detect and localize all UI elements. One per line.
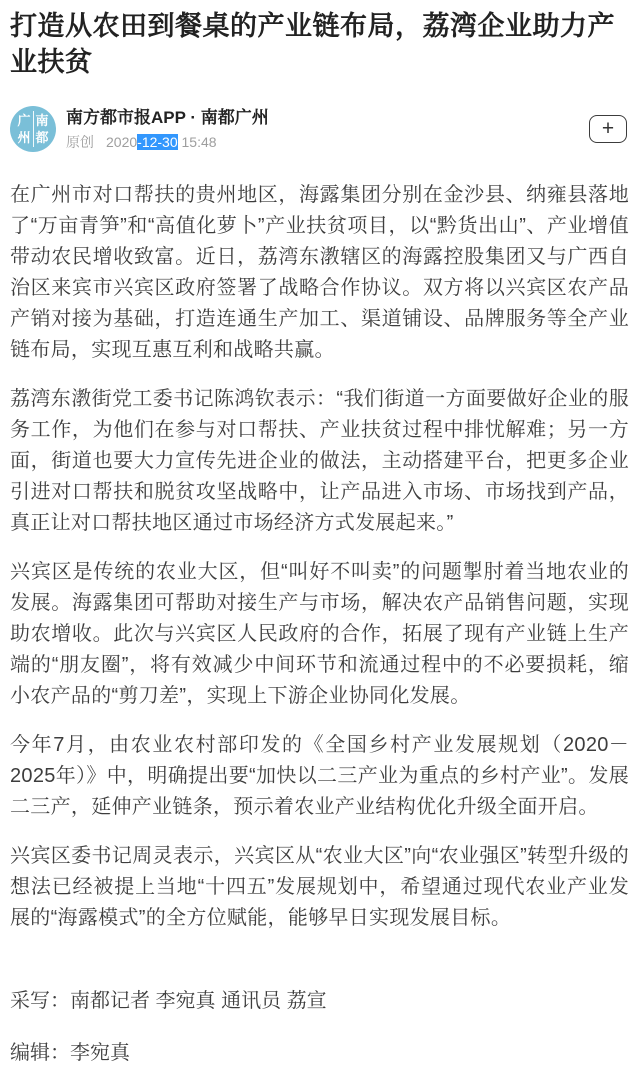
original-label: 原创 [66,134,94,150]
avatar-divider-line [33,111,34,147]
source-meta [66,107,589,151]
editor-text: 编辑：李宛真 [10,1042,130,1064]
avatar-char: 广 [17,112,31,128]
source-name[interactable]: 南方都市报APP · 南都广州 [66,108,269,127]
avatar-char: 都 [35,129,49,145]
article-paragraph: 在广州市对口帮扶的贵州地区，海露集团分别在金沙县、纳雍县落地了“万亩青笋”和“高值化萝卜”产业扶贫项目，以“黔货出山”、产业增值带动农民增收致富。近日，荔湾东漖辖区的海露控股集团又与广西自治区来宾市兴宾区政府签署了战略合作协议。双方将以兴宾区农产品产销对接为基础，打造连通生产加工、渠道铺设、品牌服务等全产业链布局，实现互惠互利和战略共赢。 [10,184,629,361]
avatar-char: 州 [17,129,31,145]
article-body [10,180,629,934]
article-paragraph: 今年7月，由农业农村部印发的《全国乡村产业发展规划（2020－2025年）》中，明确提出要“加快以二三产业为重点的乡村产业”。发展二三产，延伸产业链条，预示着农业产业结构优化升级全面开启。 [10,734,629,818]
publish-meta [66,133,589,151]
article-title: 打造从农田到餐桌的产业链布局，荔湾企业助力产业扶贫 [10,11,615,77]
date-selection-highlight: -12-30 [137,134,178,150]
article-paragraph: 兴宾区委书记周灵表示，兴宾区从“农业大区”向“农业强区”转型升级的想法已经被提上当地“十四五”发展规划中，希望通过现代农业产业发展的“海露模式”的全方位赋能，能够早日实现发展目标。 [10,845,629,929]
publish-time: 15:48 [177,134,217,150]
source-header [10,106,629,152]
plus-icon: + [601,116,615,140]
follow-button[interactable] [589,115,627,143]
byline-text: 采写：南都记者 李宛真 通讯员 荔宣 [10,990,327,1012]
article-paragraph: 兴宾区是传统的农业大区，但“叫好不叫卖”的问题掣肘着当地农业的发展。海露集团可帮助对接生产与市场，解决农产品销售问题，实现助农增收。此次与兴宾区人民政府的合作，拓展了现有产业链上生产端的“朋友圈”，将有效减少中间环节和流通过程中的不必要损耗，缩小农产品的“剪刀差”，实现上下游企业协同化发展。 [10,561,629,707]
publish-date: 2020 [106,134,138,150]
source-avatar[interactable] [10,106,56,152]
article-paragraph: 荔湾东漖街党工委书记陈鸿钦表示：“我们街道一方面要做好企业的服务工作，为他们在参与对口帮扶、产业扶贫过程中排忧解难；另一方面，街道也要大力宣传先进企业的做法，主动搭建平台，把更多企业引进对口帮扶和脱贫攻坚战略中，让产品进入市场、市场找到产品，真正让对口帮扶地区通过市场经济方式发展起来。” [10,388,629,534]
article-credits [10,988,629,1066]
avatar-char: 南 [35,112,49,128]
